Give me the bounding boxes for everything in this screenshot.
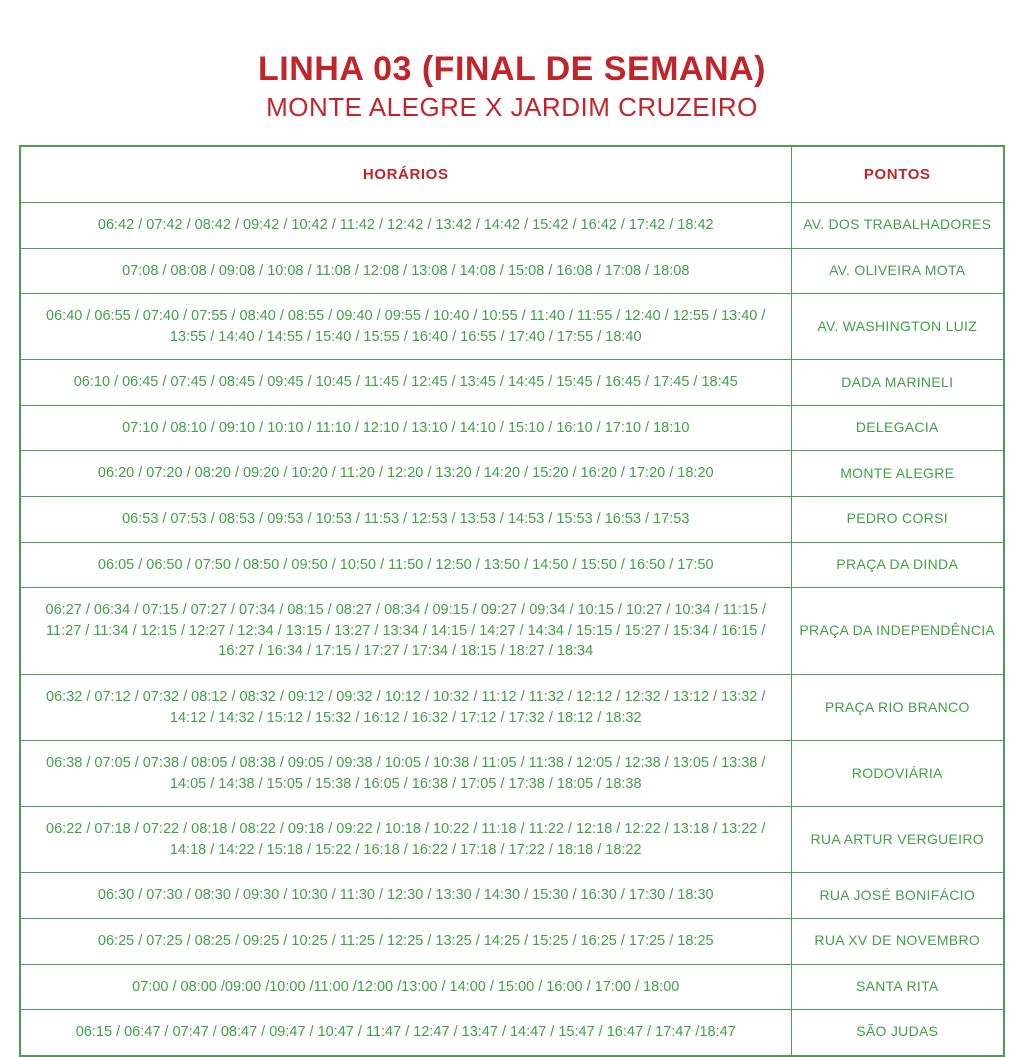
times-cell: 06:30 / 07:30 / 08:30 / 09:30 / 10:30 / 11:30 / 12:30 / 13:30 / 14:30 / 15:30 / 16:30 / 17:30 / 18:30 [20,873,791,919]
table-row [20,674,1004,740]
stop-cell: DADA MARINELI [791,360,1004,406]
stop-cell: RUA JOSÉ BONIFÁCIO [791,873,1004,919]
times-cell: 06:15 / 06:47 / 07:47 / 08:47 / 09:47 / 10:47 / 11:47 / 12:47 / 13:47 / 14:47 / 15:47 / 16:47 / 17:47 /18:47 [20,1010,791,1056]
table-row [20,294,1004,360]
times-cell: 07:10 / 08:10 / 09:10 / 10:10 / 11:10 / 12:10 / 13:10 / 14:10 / 15:10 / 16:10 / 17:10 / 18:10 [20,405,791,451]
times-cell: 07:00 / 08:00 /09:00 /10:00 /11:00 /12:00 /13:00 / 14:00 / 15:00 / 16:00 / 17:00 / 18:00 [20,964,791,1010]
times-cell: 06:22 / 07:18 / 07:22 / 08:18 / 08:22 / 09:18 / 09:22 / 10:18 / 10:22 / 11:18 / 11:22 / 12:18 / 12:22 / 13:18 / 13:22 / 14:18 / 14:22 / 15:18 / 15:22 / 16:18 / 16:22 / 17:18 / 17:22 / 18:18 / 18:22 [20,807,791,873]
stop-cell: AV. WASHINGTON LUIZ [791,294,1004,360]
header-row [20,146,1004,203]
table-row [20,918,1004,964]
table-row [20,405,1004,451]
schedule-table [19,145,1005,1057]
table-row [20,497,1004,543]
stop-cell: RODOVIÁRIA [791,741,1004,807]
table-row [20,741,1004,807]
page-subtitle: MONTE ALEGRE X JARDIM CRUZEIRO [266,92,758,123]
stop-cell: MONTE ALEGRE [791,451,1004,497]
column-header-pontos: PONTOS [791,146,1004,203]
times-cell: 06:42 / 07:42 / 08:42 / 09:42 / 10:42 / 11:42 / 12:42 / 13:42 / 14:42 / 15:42 / 16:42 / 17:42 / 18:42 [20,202,791,248]
times-cell: 06:40 / 06:55 / 07:40 / 07:55 / 08:40 / 08:55 / 09:40 / 09:55 / 10:40 / 10:55 / 11:40 / 11:55 / 12:40 / 12:55 / 13:40 / 13:55 / 14:40 / 14:55 / 15:40 / 15:55 / 16:40 / 16:55 / 17:40 / 17:55 / 18:40 [20,294,791,360]
table-row [20,248,1004,294]
times-cell: 07:08 / 08:08 / 09:08 / 10:08 / 11:08 / 12:08 / 13:08 / 14:08 / 15:08 / 16:08 / 17:08 / 18:08 [20,248,791,294]
stop-cell: AV. OLIVEIRA MOTA [791,248,1004,294]
table-row [20,807,1004,873]
stop-cell: PRAÇA DA DINDA [791,542,1004,588]
stop-cell: PRAÇA DA INDEPENDÊNCIA [791,588,1004,675]
stop-cell: RUA ARTUR VERGUEIRO [791,807,1004,873]
times-cell: 06:38 / 07:05 / 07:38 / 08:05 / 08:38 / 09:05 / 09:38 / 10:05 / 10:38 / 11:05 / 11:38 / 12:05 / 12:38 / 13:05 / 13:38 / 14:05 / 14:38 / 15:05 / 15:38 / 16:05 / 16:38 / 17:05 / 17:38 / 18:05 / 18:38 [20,741,791,807]
times-cell: 06:25 / 07:25 / 08:25 / 09:25 / 10:25 / 11:25 / 12:25 / 13:25 / 14:25 / 15:25 / 16:25 / 17:25 / 18:25 [20,918,791,964]
table-row [20,588,1004,675]
stop-cell: DELEGACIA [791,405,1004,451]
table-row [20,964,1004,1010]
times-cell: 06:10 / 06:45 / 07:45 / 08:45 / 09:45 / 10:45 / 11:45 / 12:45 / 13:45 / 14:45 / 15:45 / 16:45 / 17:45 / 18:45 [20,360,791,406]
stop-cell: PRAÇA RIO BRANCO [791,674,1004,740]
stop-cell: SÃO JUDAS [791,1010,1004,1056]
table-row [20,1010,1004,1056]
stop-cell: SANTA RITA [791,964,1004,1010]
page-title: LINHA 03 (FINAL DE SEMANA) [258,50,766,88]
table-row [20,542,1004,588]
times-cell: 06:32 / 07:12 / 07:32 / 08:12 / 08:32 / 09:12 / 09:32 / 10:12 / 10:32 / 11:12 / 11:32 / 12:12 / 12:32 / 13:12 / 13:32 / 14:12 / 14:32 / 15:12 / 15:32 / 16:12 / 16:32 / 17:12 / 17:32 / 18:12 / 18:32 [20,674,791,740]
table-row [20,202,1004,248]
table-row [20,873,1004,919]
stop-cell: AV. DOS TRABALHADORES [791,202,1004,248]
stop-cell: PEDRO CORSI [791,497,1004,543]
table-row [20,451,1004,497]
stop-cell: RUA XV DE NOVEMBRO [791,918,1004,964]
times-cell: 06:20 / 07:20 / 08:20 / 09:20 / 10:20 / 11:20 / 12:20 / 13:20 / 14:20 / 15:20 / 16:20 / 17:20 / 18:20 [20,451,791,497]
times-cell: 06:53 / 07:53 / 08:53 / 09:53 / 10:53 / 11:53 / 12:53 / 13:53 / 14:53 / 15:53 / 16:53 / 17:53 [20,497,791,543]
times-cell: 06:27 / 06:34 / 07:15 / 07:27 / 07:34 / 08:15 / 08:27 / 08:34 / 09:15 / 09:27 / 09:34 / 10:15 / 10:27 / 10:34 / 11:15 / 11:27 / 11:34 / 12:15 / 12:27 / 12:34 / 13:15 / 13:27 / 13:34 / 14:15 / 14:27 / 14:34 / 15:15 / 15:27 / 15:34 / 16:15 / 16:27 / 16:34 / 17:15 / 17:27 / 17:34 / 18:15 / 18:27 / 18:34 [20,588,791,675]
times-cell: 06:05 / 06:50 / 07:50 / 08:50 / 09:50 / 10:50 / 11:50 / 12:50 / 13:50 / 14:50 / 15:50 / 16:50 / 17:50 [20,542,791,588]
table-row [20,360,1004,406]
column-header-horarios: HORÁRIOS [20,146,791,203]
